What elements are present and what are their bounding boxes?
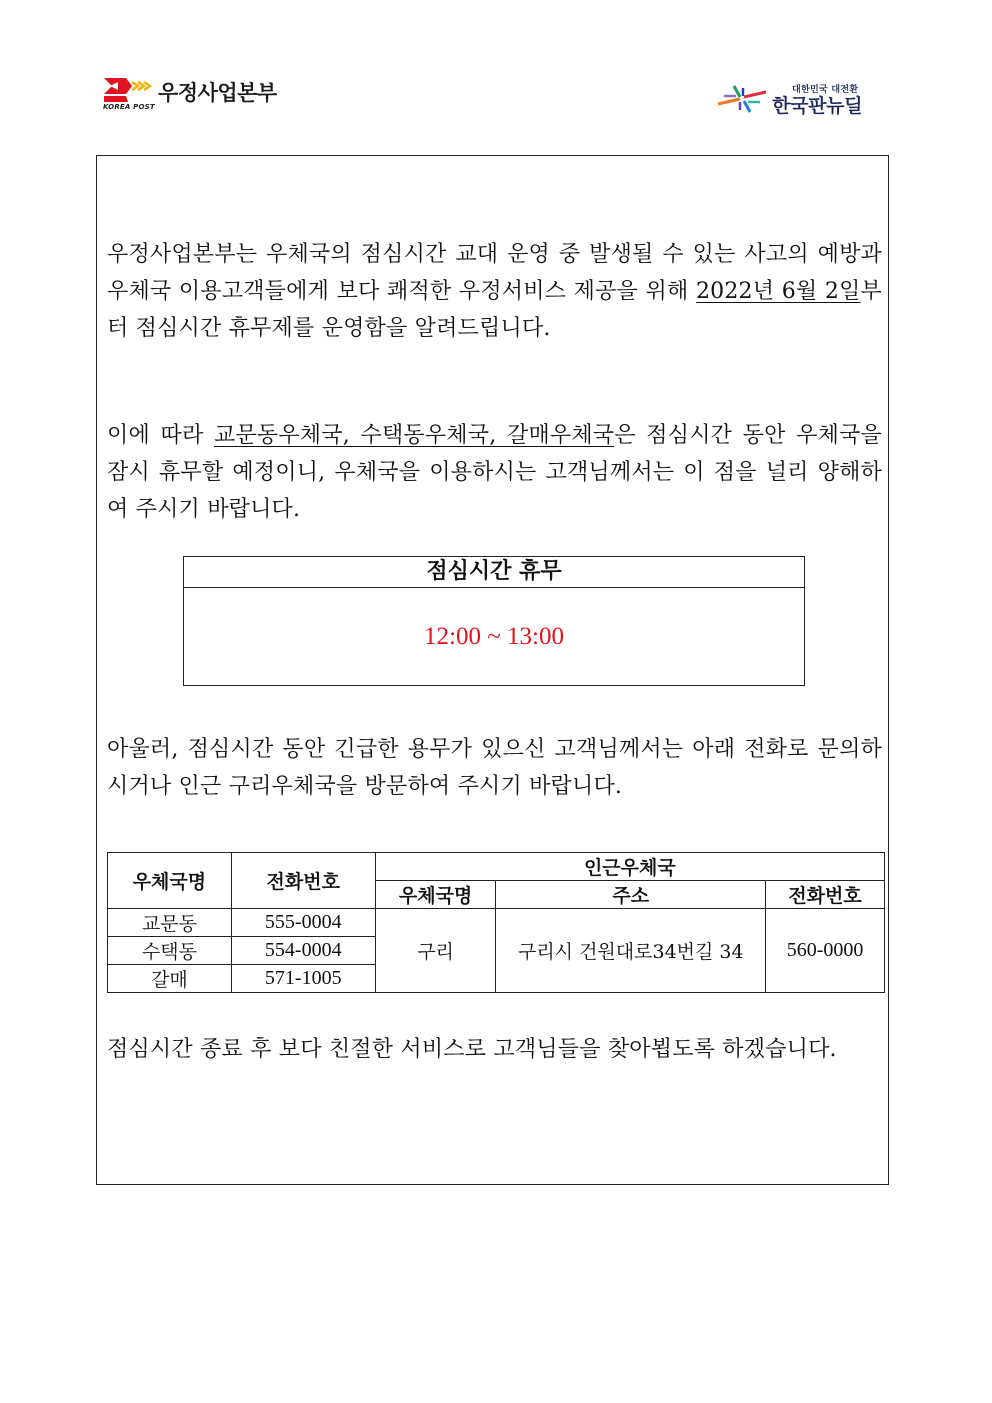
intro-text: 우정사업본부는 우체국의 점심시간 교대 운영 중 발생될 수 있는 사고의 예방과 우체국 이용고객들에게 보다 쾌적한 우정서비스 제공을 위해 [107,242,882,304]
korea-post-logo [102,76,292,116]
offices-text: 이에 따라 [107,423,214,448]
intro-text-end: 부터 점심시간 휴무제를 운영함을 알려드립니다. [107,279,882,341]
paragraph-intro [107,236,882,347]
office-phone: 555-0004 [231,909,375,937]
korea-post-emblem-icon [102,76,154,104]
office-phone: 571-1005 [231,965,375,993]
header-phone: 전화번호 [231,853,375,909]
lunch-closure-time: 12:00 ~ 13:00 [424,623,564,650]
lunch-closure-box [183,556,805,686]
new-deal-emblem-icon [716,84,768,114]
header-nearby-address: 주소 [496,881,766,909]
office-name: 갈매 [108,965,232,993]
start-date: 2022년 6월 2일 [695,279,861,304]
affected-offices: 교문동우체국, 수택동우체국, 갈매우체국 [214,423,615,448]
office-name: 수택동 [108,937,232,965]
header-nearby-office: 우체국명 [375,881,496,909]
header-nearby: 인근우체국 [375,853,884,881]
new-deal-name: 한국판뉴딜 [772,95,863,117]
office-phone: 554-0004 [231,937,375,965]
table-row [108,909,885,937]
paragraph-contact: 아울러, 점심시간 동안 긴급한 용무가 있으신 고객님께서는 아래 전화로 문의하시거나 인근 구리우체국을 방문하여 주시기 바랍니다. [107,737,882,799]
korea-post-subtitle: KOREA POST [103,103,155,111]
korea-post-name: 우정사업본부 [158,81,277,105]
lunch-closure-title: 점심시간 휴무 [184,557,804,588]
nearby-office-name: 구리 [375,909,496,993]
nearby-office-phone: 560-0000 [766,909,885,993]
korean-new-deal-logo [716,82,896,116]
offices-text-end: 은 점심시간 동안 우체국을 잠시 휴무할 예정이니, 우체국을 이용하시는 고객님께서는 이 점을 널리 양해하여 주시기 바랍니다. [107,423,882,522]
header-nearby-phone: 전화번호 [766,881,885,909]
new-deal-subtitle: 대한민국 대전환 [792,85,859,95]
paragraph-offices [107,417,882,528]
header-office: 우체국명 [108,853,232,909]
office-name: 교문동 [108,909,232,937]
nearby-office-address: 구리시 건원대로34번길 34 [496,909,766,993]
office-contact-table [107,852,885,993]
paragraph-closing: 점심시간 종료 후 보다 친절한 서비스로 고객님들을 찾아뵙도록 하겠습니다. [107,1037,837,1062]
